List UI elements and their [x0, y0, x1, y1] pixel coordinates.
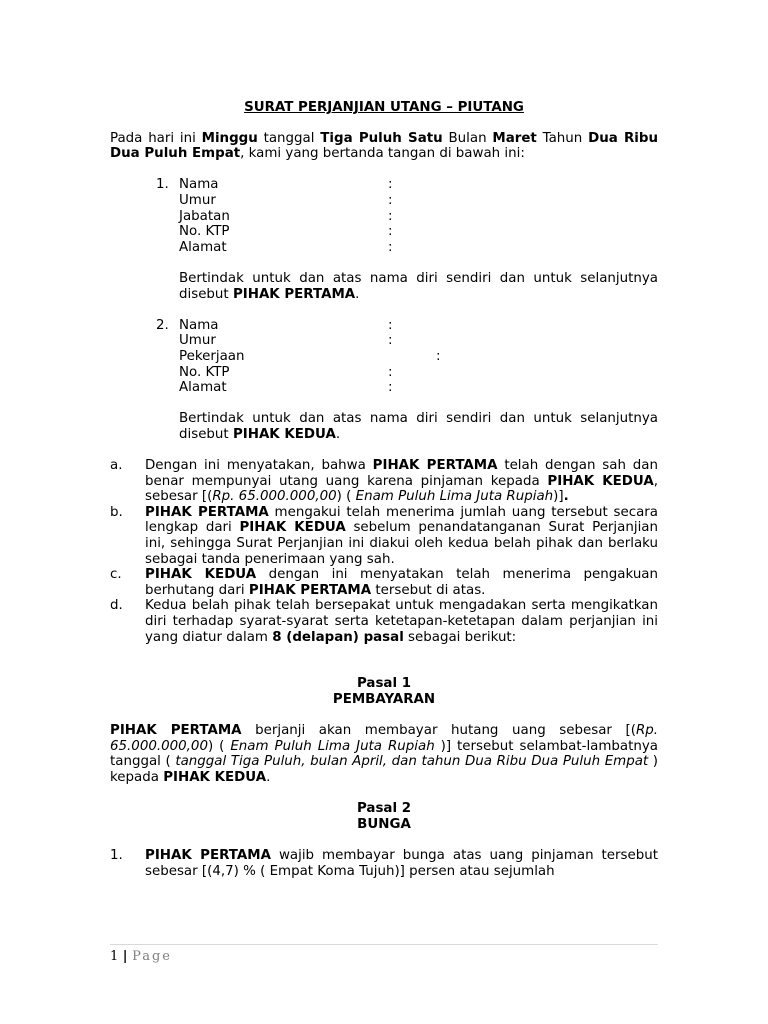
document-title: SURAT PERJANJIAN UTANG – PIUTANG: [244, 100, 524, 115]
pasal-2-item-1: [110, 848, 658, 879]
statement-end: .: [355, 286, 360, 302]
item-bold: PIHAK PERTAMA: [145, 847, 271, 863]
party-field-row: [179, 240, 658, 256]
party-field-row: [179, 209, 658, 225]
party-statement: [179, 411, 658, 442]
statement-text: Bertindak untuk dan atas nama diri sendiri dan untuk selanjutnya disebut: [179, 411, 658, 442]
party-role: PIHAK KEDUA: [232, 426, 336, 442]
point-bold: PIHAK PERTAMA: [248, 582, 372, 598]
intro-day: Minggu: [201, 130, 258, 146]
point-span: Dengan ini menyatakan, bahwa: [145, 458, 373, 474]
party-field-row: [179, 333, 658, 349]
pasal-span: )] tersebut selambat-lambatnya tanggal (: [110, 738, 658, 770]
point-span: tersebut di atas.: [371, 582, 486, 598]
field-label: Alamat: [179, 239, 227, 255]
party-statement: [179, 271, 658, 302]
page-label: Page: [132, 949, 172, 964]
point-span: dengan ini menyatakan telah menerima pengakuan berhutang dari: [145, 567, 658, 598]
field-colon: :: [436, 348, 441, 364]
point-italic: Rp. 65.000.000,00: [212, 489, 337, 505]
footer-separator: |: [118, 949, 133, 964]
point-d: [110, 598, 658, 645]
field-colon: :: [388, 224, 393, 240]
pasal-italic: Rp. 65.000.000,00: [110, 723, 658, 754]
field-label: Jabatan: [179, 208, 230, 224]
field-label: No. KTP: [179, 364, 230, 380]
field-colon: :: [388, 208, 393, 224]
intro-date: Tiga Puluh Satu: [320, 130, 443, 146]
point-bold: 8 (delapan) pasal: [272, 629, 404, 645]
pasal-1-subheading: PEMBAYARAN: [332, 691, 436, 707]
point-text: [145, 598, 658, 645]
point-marker: a.: [110, 458, 123, 474]
field-label: Nama: [179, 317, 219, 333]
field-colon: :: [388, 177, 393, 193]
party-number: 2.: [156, 317, 169, 333]
item-span: wajib membayar bunga atas uang pinjaman tersebut sebesar [(4,7) % ( Empat Koma Tujuh)] persen atau sejumlah: [145, 847, 658, 879]
pasal-2-subheading: BUNGA: [357, 816, 411, 832]
field-label: Nama: [179, 177, 219, 193]
point-bold: PIHAK PERTAMA: [145, 504, 269, 520]
point-span: Kedua belah pihak telah bersepakat untuk mengadakan serta mengikatkan diri terhadap syarat-syarat serta ketetapan-ketetapan dalam perjanjian ini yang diatur dalam: [145, 598, 658, 645]
party-field-row: [179, 365, 658, 381]
point-italic: Enam Puluh Lima Juta Rupiah: [355, 489, 554, 505]
point-c: [110, 567, 658, 598]
pasal-italic: Enam Puluh Lima Juta Rupiah: [230, 738, 435, 754]
party-field-row: [179, 349, 658, 365]
pasal-span: berjanji akan membayar hutang uang sebesar [(: [241, 723, 636, 739]
party-field-row: [179, 224, 658, 240]
pasal-span: ) kepada: [110, 754, 659, 785]
point-marker: c.: [110, 567, 122, 583]
point-bold: PIHAK KEDUA: [239, 520, 346, 536]
point-marker: d.: [110, 598, 123, 614]
intro-text: Tahun: [536, 130, 589, 146]
point-span: sebelum penandatanganan Surat Perjanjian ini, sehingga Surat Perjanjian ini diakui oleh kedua belah pihak dan berlaku sebagai tanda penerimaan yang sah.: [145, 520, 658, 567]
field-colon: :: [388, 192, 393, 208]
point-bold: PIHAK KEDUA: [547, 473, 654, 489]
pasal-1-paragraph: [110, 723, 658, 785]
pasal-span: ) (: [207, 738, 231, 754]
item-text: [145, 848, 658, 879]
statement-text: Bertindak untuk dan atas nama diri sendiri dan untuk selanjutnya disebut: [179, 270, 658, 302]
party-2: [110, 318, 658, 443]
point-text: [145, 458, 658, 505]
intro-month: Maret: [492, 130, 537, 146]
point-span: )]: [553, 489, 564, 505]
pasal-1-heading: Pasal 1: [356, 676, 412, 692]
field-label: No. KTP: [179, 224, 230, 240]
page-number: 1: [110, 949, 119, 964]
party-field-row: [179, 177, 658, 193]
pasal-bold: PIHAK PERTAMA: [110, 723, 242, 739]
point-span: ) (: [336, 489, 356, 505]
pasal-bold: PIHAK KEDUA: [163, 769, 267, 785]
intro-text: Pada hari ini: [110, 130, 202, 146]
point-span: telah dengan sah dan benar mempunyai utang uang karena pinjaman kepada: [145, 458, 658, 489]
point-span: , sebesar [(: [145, 473, 659, 505]
point-marker: b.: [110, 504, 123, 520]
field-label: Umur: [179, 333, 216, 349]
party-number: 1.: [156, 177, 169, 193]
intro-text: tanggal: [257, 130, 321, 146]
field-label: Umur: [179, 192, 216, 208]
field-colon: :: [388, 333, 393, 349]
field-label: Pekerjaan: [179, 348, 245, 364]
field-colon: :: [388, 380, 393, 396]
pasal-italic: tanggal Tiga Puluh, bulan April, dan tahun Dua Ribu Dua Puluh Empat: [175, 754, 649, 770]
field-colon: :: [388, 317, 393, 333]
field-colon: :: [388, 239, 393, 255]
point-span: sebagai berikut:: [403, 629, 517, 645]
pasal-2-heading: Pasal 2: [356, 801, 412, 817]
intro-text: Bulan: [442, 130, 493, 146]
field-colon: :: [388, 364, 393, 380]
party-role: PIHAK PERTAMA: [232, 286, 356, 302]
statement-end: .: [335, 426, 341, 442]
item-marker: 1.: [110, 847, 123, 863]
intro-year: Dua Ribu Dua Puluh Empat: [110, 130, 658, 162]
point-bold: PIHAK PERTAMA: [372, 458, 498, 474]
field-label: Alamat: [179, 380, 227, 396]
party-1: [110, 177, 658, 302]
party-field-row: [179, 318, 658, 334]
intro-text: , kami yang bertanda tangan di bawah ini:: [240, 146, 525, 162]
point-bold: PIHAK KEDUA: [145, 567, 257, 583]
point-text: [145, 567, 658, 598]
point-a: [110, 458, 658, 505]
document-page: [110, 100, 658, 879]
page-footer: [110, 944, 658, 964]
point-text: [145, 505, 658, 567]
pasal-span: .: [266, 769, 271, 785]
party-field-row: [179, 193, 658, 209]
party-field-row: [179, 380, 658, 396]
point-b: [110, 505, 658, 567]
point-bold: .: [563, 489, 569, 505]
intro-paragraph: [110, 131, 658, 162]
point-span: mengakui telah menerima jumlah uang tersebut secara lengkap dari: [145, 504, 658, 536]
